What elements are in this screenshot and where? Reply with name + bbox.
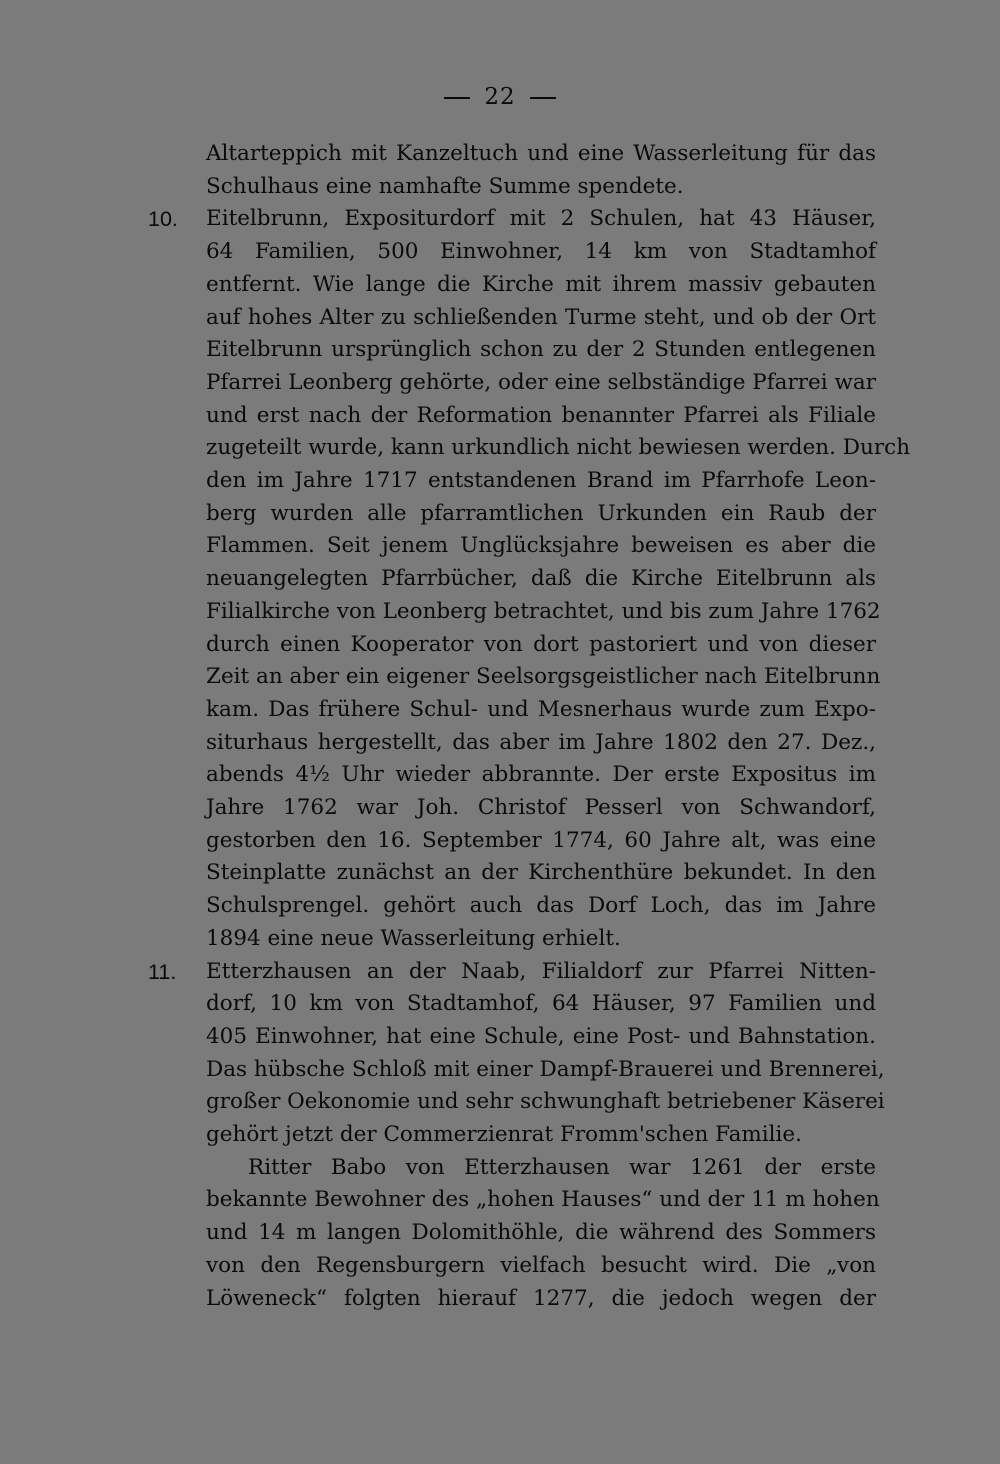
text-line: 405 Einwohner, hat eine Schule, eine Post- und Bahnstation. [206,1023,876,1049]
text-line: großer Oekonomie und sehr schwunghaft betriebener Käserei [206,1089,885,1115]
text-line: entfernt. Wie lange die Kirche mit ihrem massiv gebauten [206,271,876,297]
text-line: Das hübsche Schloß mit einer Dampf-Brauerei und Brennerei, [206,1056,885,1082]
text-line: auf hohes Alter zu schließenden Turme steht, und ob der Ort [206,304,876,330]
text-line: bekannte Bewohner des „hohen Hauses“ und der 11 m hohen [206,1187,880,1213]
text-line: Steinplatte zunächst an der Kirchenthüre bekundet. In den [206,860,876,886]
text-line: und 14 m langen Dolomithöhle, die während des Sommers [206,1220,876,1246]
text-line: Jahre 1762 war Joh. Christof Pesserl von Schwandorf, [206,795,876,820]
text-line: abends 4½ Uhr wieder abbrannte. Der erste Expositus im [206,762,876,788]
text-line: Altarteppich mit Kanzeltuch und eine Wasserleitung für das [206,141,876,166]
text-line: Filialkirche von Leonberg betrachtet, und bis zum Jahre 1762 [206,598,881,624]
text-line: Schulsprengel. gehört auch das Dorf Loch, das im Jahre [206,893,876,919]
item-number-11: 11. [148,959,177,984]
text-line: kam. Das frühere Schul- und Mesnerhaus wurde zum Expo- [206,696,876,722]
text-line: Flammen. Seit jenem Unglücksjahre beweisen es aber die [206,533,876,559]
text-line: und erst nach der Reformation benannter Pfarrei als Filiale [206,402,876,428]
page-number-dash-right [530,97,556,99]
text-line: den im Jahre 1717 entstandenen Brand im Pfarrhofe Leon- [206,468,876,493]
text-line: Eitelbrunn ursprünglich schon zu der 2 Stunden entlegenen [206,337,876,363]
text-line: zugeteilt wurde, kann urkundlich nicht bewiesen werden. Durch [206,435,911,461]
page-number-text: 22 [484,84,516,110]
text-line: neuangelegten Pfarrbücher, daß die Kirche Eitelbrunn als [206,566,876,592]
page-number-dash-left [444,97,470,99]
text-line: 64 Familien, 500 Einwohner, 14 km von Stadtamhof [206,239,876,265]
text-line: 1894 eine neue Wasserleitung erhielt. [206,925,621,951]
text-line: siturhaus hergestellt, das aber im Jahre 1802 den 27. Dez., [206,729,876,755]
text-line: berg wurden alle pfarramtlichen Urkunden ein Raub der [206,500,876,526]
item-number-10: 10. [148,207,178,232]
text-line: gehört jetzt der Commerzienrat Fromm'schen Familie. [206,1122,802,1147]
text-line: Zeit an aber ein eigener Seelsorgsgeistlicher nach Eitelbrunn [206,664,881,690]
text-line: Eitelbrunn, Expositurdorf mit 2 Schulen, hat 43 Häuser, [206,206,876,232]
text-line: Ritter Babo von Etterzhausen war 1261 der erste [248,1154,876,1180]
text-line: von den Regensburgern vielfach besucht wird. Die „von [206,1252,876,1278]
text-line: Löweneck“ folgten hierauf 1277, die jedoch wegen der [206,1285,876,1311]
page-number [0,84,1000,110]
text-line: gestorben den 16. September 1774, 60 Jahre alt, was eine [206,827,876,853]
text-line: Schulhaus eine namhafte Summe spendete. [206,173,684,199]
text-line: Pfarrei Leonberg gehörte, oder eine selbständige Pfarrei war [206,369,876,395]
text-line: durch einen Kooperator von dort pastoriert und von dieser [206,631,876,657]
text-line: Etterzhausen an der Naab, Filialdorf zur Pfarrei Nitten- [206,958,876,984]
text-line: dorf, 10 km von Stadtamhof, 64 Häuser, 97 Familien und [206,991,876,1017]
